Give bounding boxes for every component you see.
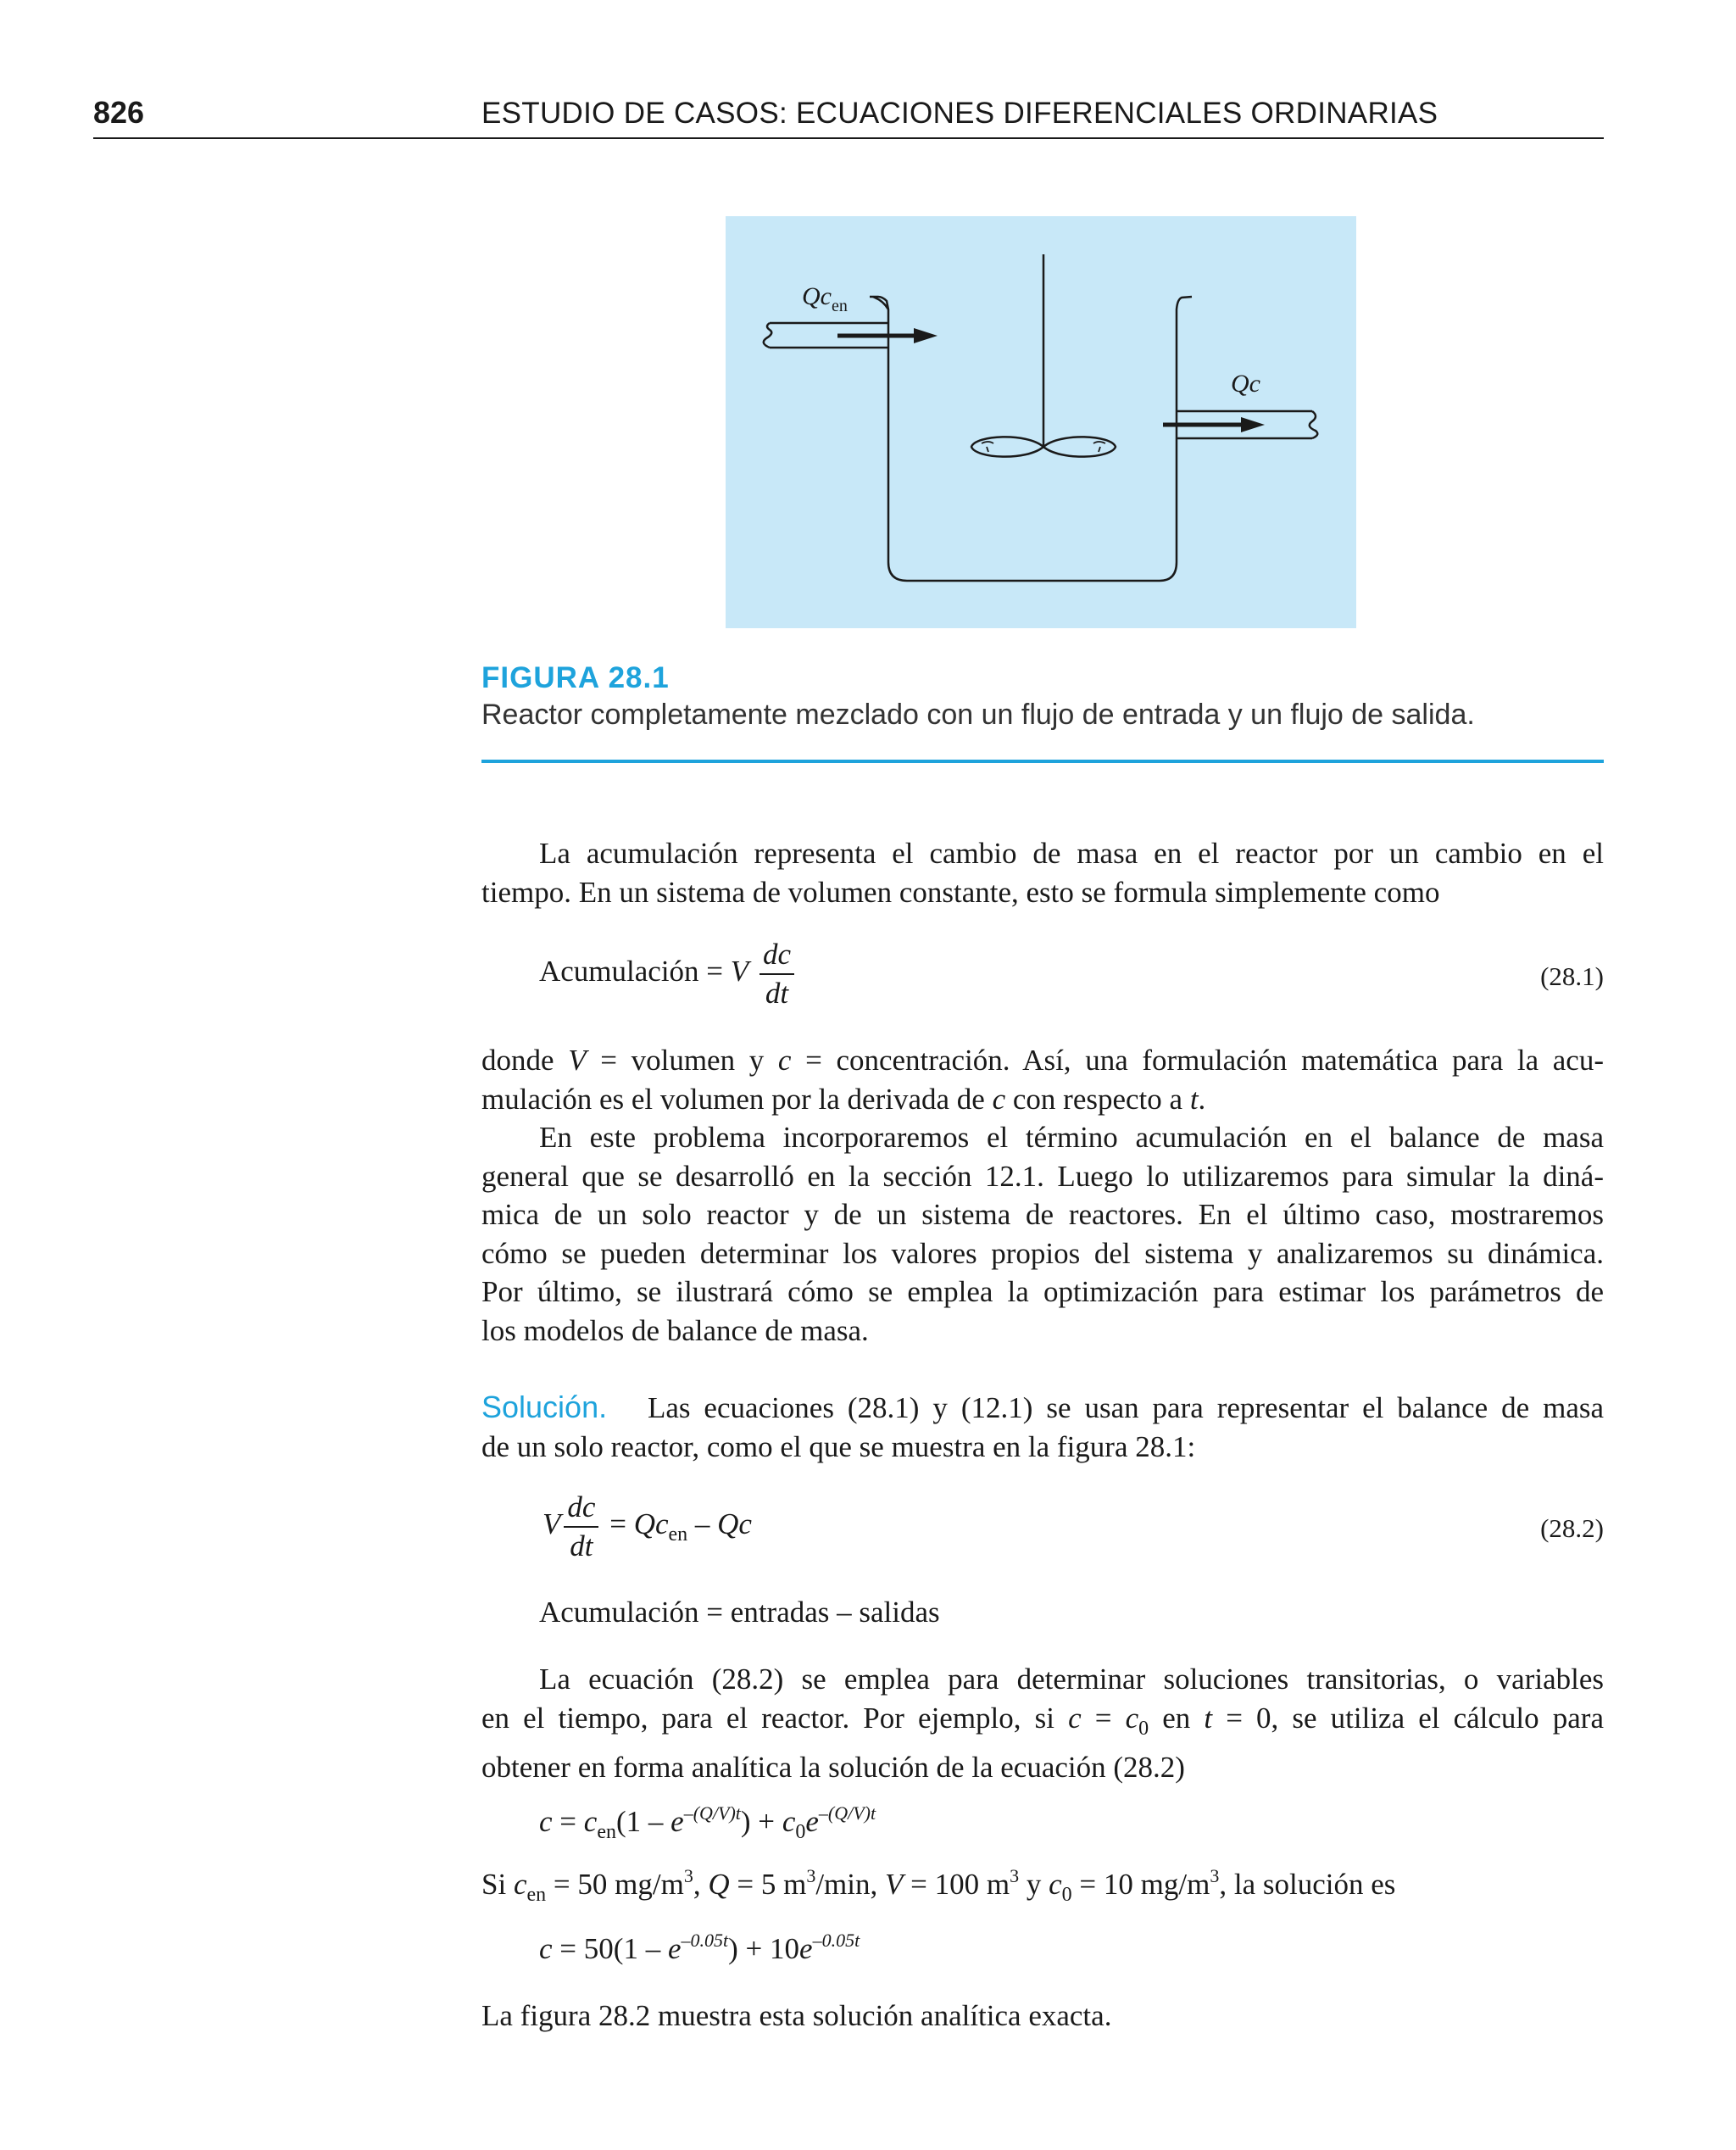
solution-paragraph: Solución. Las ecuaciones (28.1) y (12.1) se usan para representar el balance de masa de un solo reactor, como el que se muestra en la figura 28.1: <box>481 1390 1605 1463</box>
figure-background <box>726 216 1356 628</box>
paragraph-3: En este problema incorporaremos el término acumulación en el balance de masa general que se desarrolló en la sección 12.1. Luego lo utilizaremos para simular la diná- mica de un solo reactor y de un sistema de reactores. En el último caso, mostraremos cómo se pueden determinar los valores propios del sistema y analizaremos su dinámica. Por último, se ilustrará cómo se emplea la optimización para estimar los parámetros de los modelos de balance de masa. <box>481 1121 1604 1347</box>
page-number: 826 <box>93 95 145 130</box>
reactor-figure <box>726 216 1356 628</box>
reactor-diagram <box>726 216 1356 628</box>
equation-number-28-2: (28.2) <box>1540 1513 1604 1543</box>
figure-rule <box>481 760 1604 763</box>
paragraph-4: La ecuación (28.2) se emplea para determinar soluciones transitorias, o variables en el tiempo, para el reactor. Por ejemplo, si $c = c_0$ en t = 0, se utiliza el cálculo para obtener en forma analítica la solución de la ecuación (28.2) <box>481 1663 1604 1784</box>
fraction-dc-dt: $\frac{dc}{dt}$ <box>760 936 794 1012</box>
final-sentence: La figura 28.2 muestra esta solución analítica exacta. <box>481 1999 1112 2032</box>
equation-28-2: V $\frac{dc}{dt}$ = $Qc_{en}$ – Qc <box>542 1490 752 1562</box>
inflow-label: Qc <box>802 282 832 310</box>
header-rule <box>93 137 1604 139</box>
equation-number-28-1: (28.1) <box>1540 961 1604 991</box>
paragraph-2: donde V = volumen y c = concentración. Así, una formulación matemática para la acu- mulación es el volumen por la derivada de c con respecto a t. <box>481 1044 1604 1116</box>
p1-line-2: tiempo. En un sistema de volumen constante, esto se formula simplemente como <box>481 875 1440 909</box>
p1-line-1: La acumulación representa el cambio de masa en el reactor por un cambio en el <box>539 837 1604 870</box>
running-title: ESTUDIO DE CASOS: ECUACIONES DIFERENCIALES ORDINARIAS <box>481 97 1438 130</box>
paragraph-1 <box>481 834 1604 911</box>
outflow-label: Qc <box>1231 370 1260 398</box>
inflow-label-sub: en <box>831 297 848 315</box>
equation-28-1: Acumulación = V $\frac{dc}{dt}$ <box>539 936 798 1012</box>
analytic-solution-general: $c = c_{en}(1 - e^{-(Q/V)t}) + c_0e^{-(Q/V)t}$ <box>539 1802 876 1843</box>
parameter-values-line: Si $c_{en} = 50$ $mg/m^3$, Q = 5 $m^3/\min$, V = 100 $m^3$ y $c_0 = 10$ $mg/m^3$, la solución es <box>481 1865 1396 1906</box>
accumulation-words: Acumulación = entradas – salidas <box>539 1596 940 1629</box>
analytic-solution-specific: $c = 50(1 - e^{-0.05t}) + 10e^{-0.05t}$ <box>539 1930 860 1965</box>
solution-label: Solución. <box>481 1390 608 1424</box>
figure-label: FIGURA 28.1 <box>481 661 670 694</box>
figure-caption: Reactor completamente mezclado con un flujo de entrada y un flujo de salida. <box>481 699 1475 731</box>
